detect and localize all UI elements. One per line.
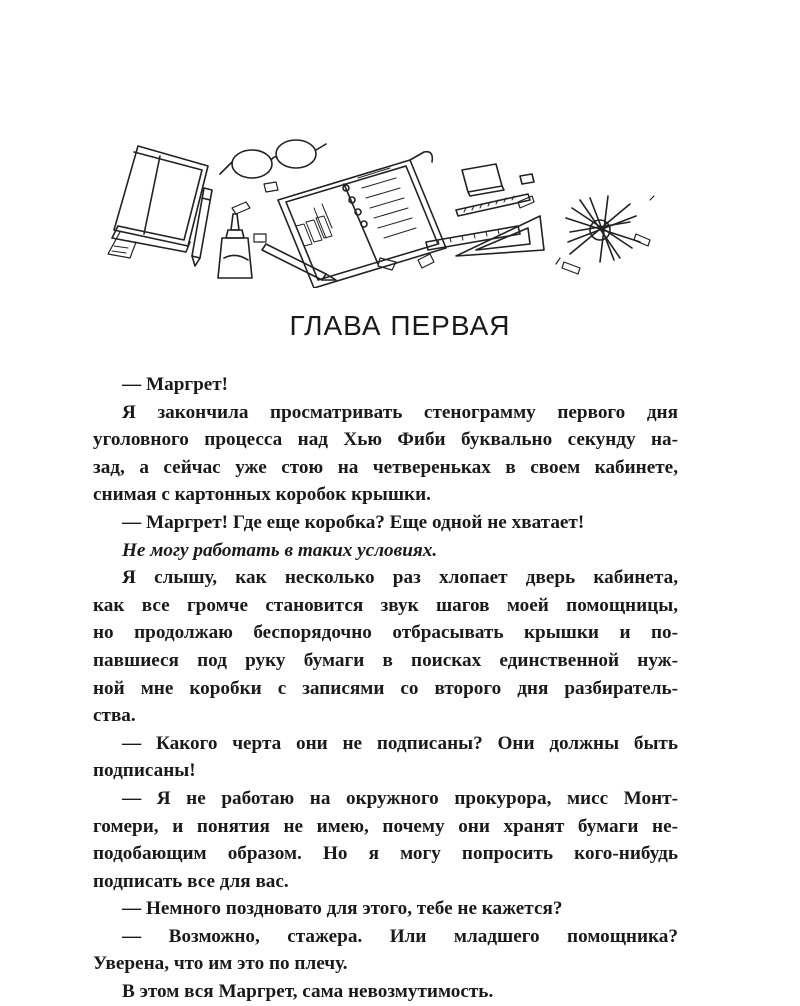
sticky-notes-icon [462,164,504,196]
text-line: подписаны! [93,760,196,782]
text-line: подписать все для вас. [93,870,289,892]
text-line: подобающим образом. Но я могу попросить кого-нибудь [93,843,678,865]
text-line: снимая с картонных коробок крышки. [93,484,431,506]
text-line: Уверена, что им это по плечу. [93,953,348,975]
text-line: ства. [93,705,136,727]
ruler-icon [426,194,530,250]
text-line: — Возможно, стажера. Или младшего помощника? [122,925,678,947]
chapter-title: ГЛАВА ПЕРВАЯ [289,310,511,341]
text-line: — Маргрет! [122,374,229,395]
text-line: Не могу работать в таких условиях. [122,539,438,561]
text-line: ной мне коробки с записями со второго дня разбиратель- [93,677,678,699]
text-line: зад, а сейчас уже стою на четвереньках в своем кабинете, [93,456,678,478]
notebook-icon [108,146,208,258]
text-line: — Я не работаю на окружного прокурора, мисс Монт- [122,787,678,809]
text-line: — Какого черта они не подписаны? Они должны быть [122,732,678,754]
text-line: Я закончила просматривать стенограмму первого дня [122,401,678,423]
text-line: гомери, и понятия не имею, почему они хранят бумаги не- [93,815,678,837]
text-line: — Маргрет! Где еще коробка? Еще одной не хватает! [122,511,585,533]
chapter-illustration [100,138,700,288]
text-line: но продолжаю беспорядочно отбрасывать крышки и по- [93,622,678,644]
text-line: В этом вся Маргрет, сама невозмутимость. [122,981,494,1003]
text-line: уголовного процесса над Хью Фиби буквально секунду на- [93,429,678,451]
chapter-text [93,371,678,1006]
text-line: — Немного поздновато для этого, тебе не кажется? [122,898,563,920]
pencil-bundle-icon [556,196,654,264]
set-square-icon [456,216,544,256]
text-line: как все громче становится звук шагов моей помощницы, [93,594,678,616]
glue-bottle-icon [218,214,252,278]
paper-clip-icon [232,182,278,242]
text-line: павшиеся под руку бумаги в поисках единственной нуж- [93,649,678,671]
text-line: Я слышу, как несколько раз хлопает дверь кабинета, [122,567,678,589]
planner-icon [278,152,446,288]
glasses-icon [220,140,326,178]
eraser-icon [520,174,534,184]
